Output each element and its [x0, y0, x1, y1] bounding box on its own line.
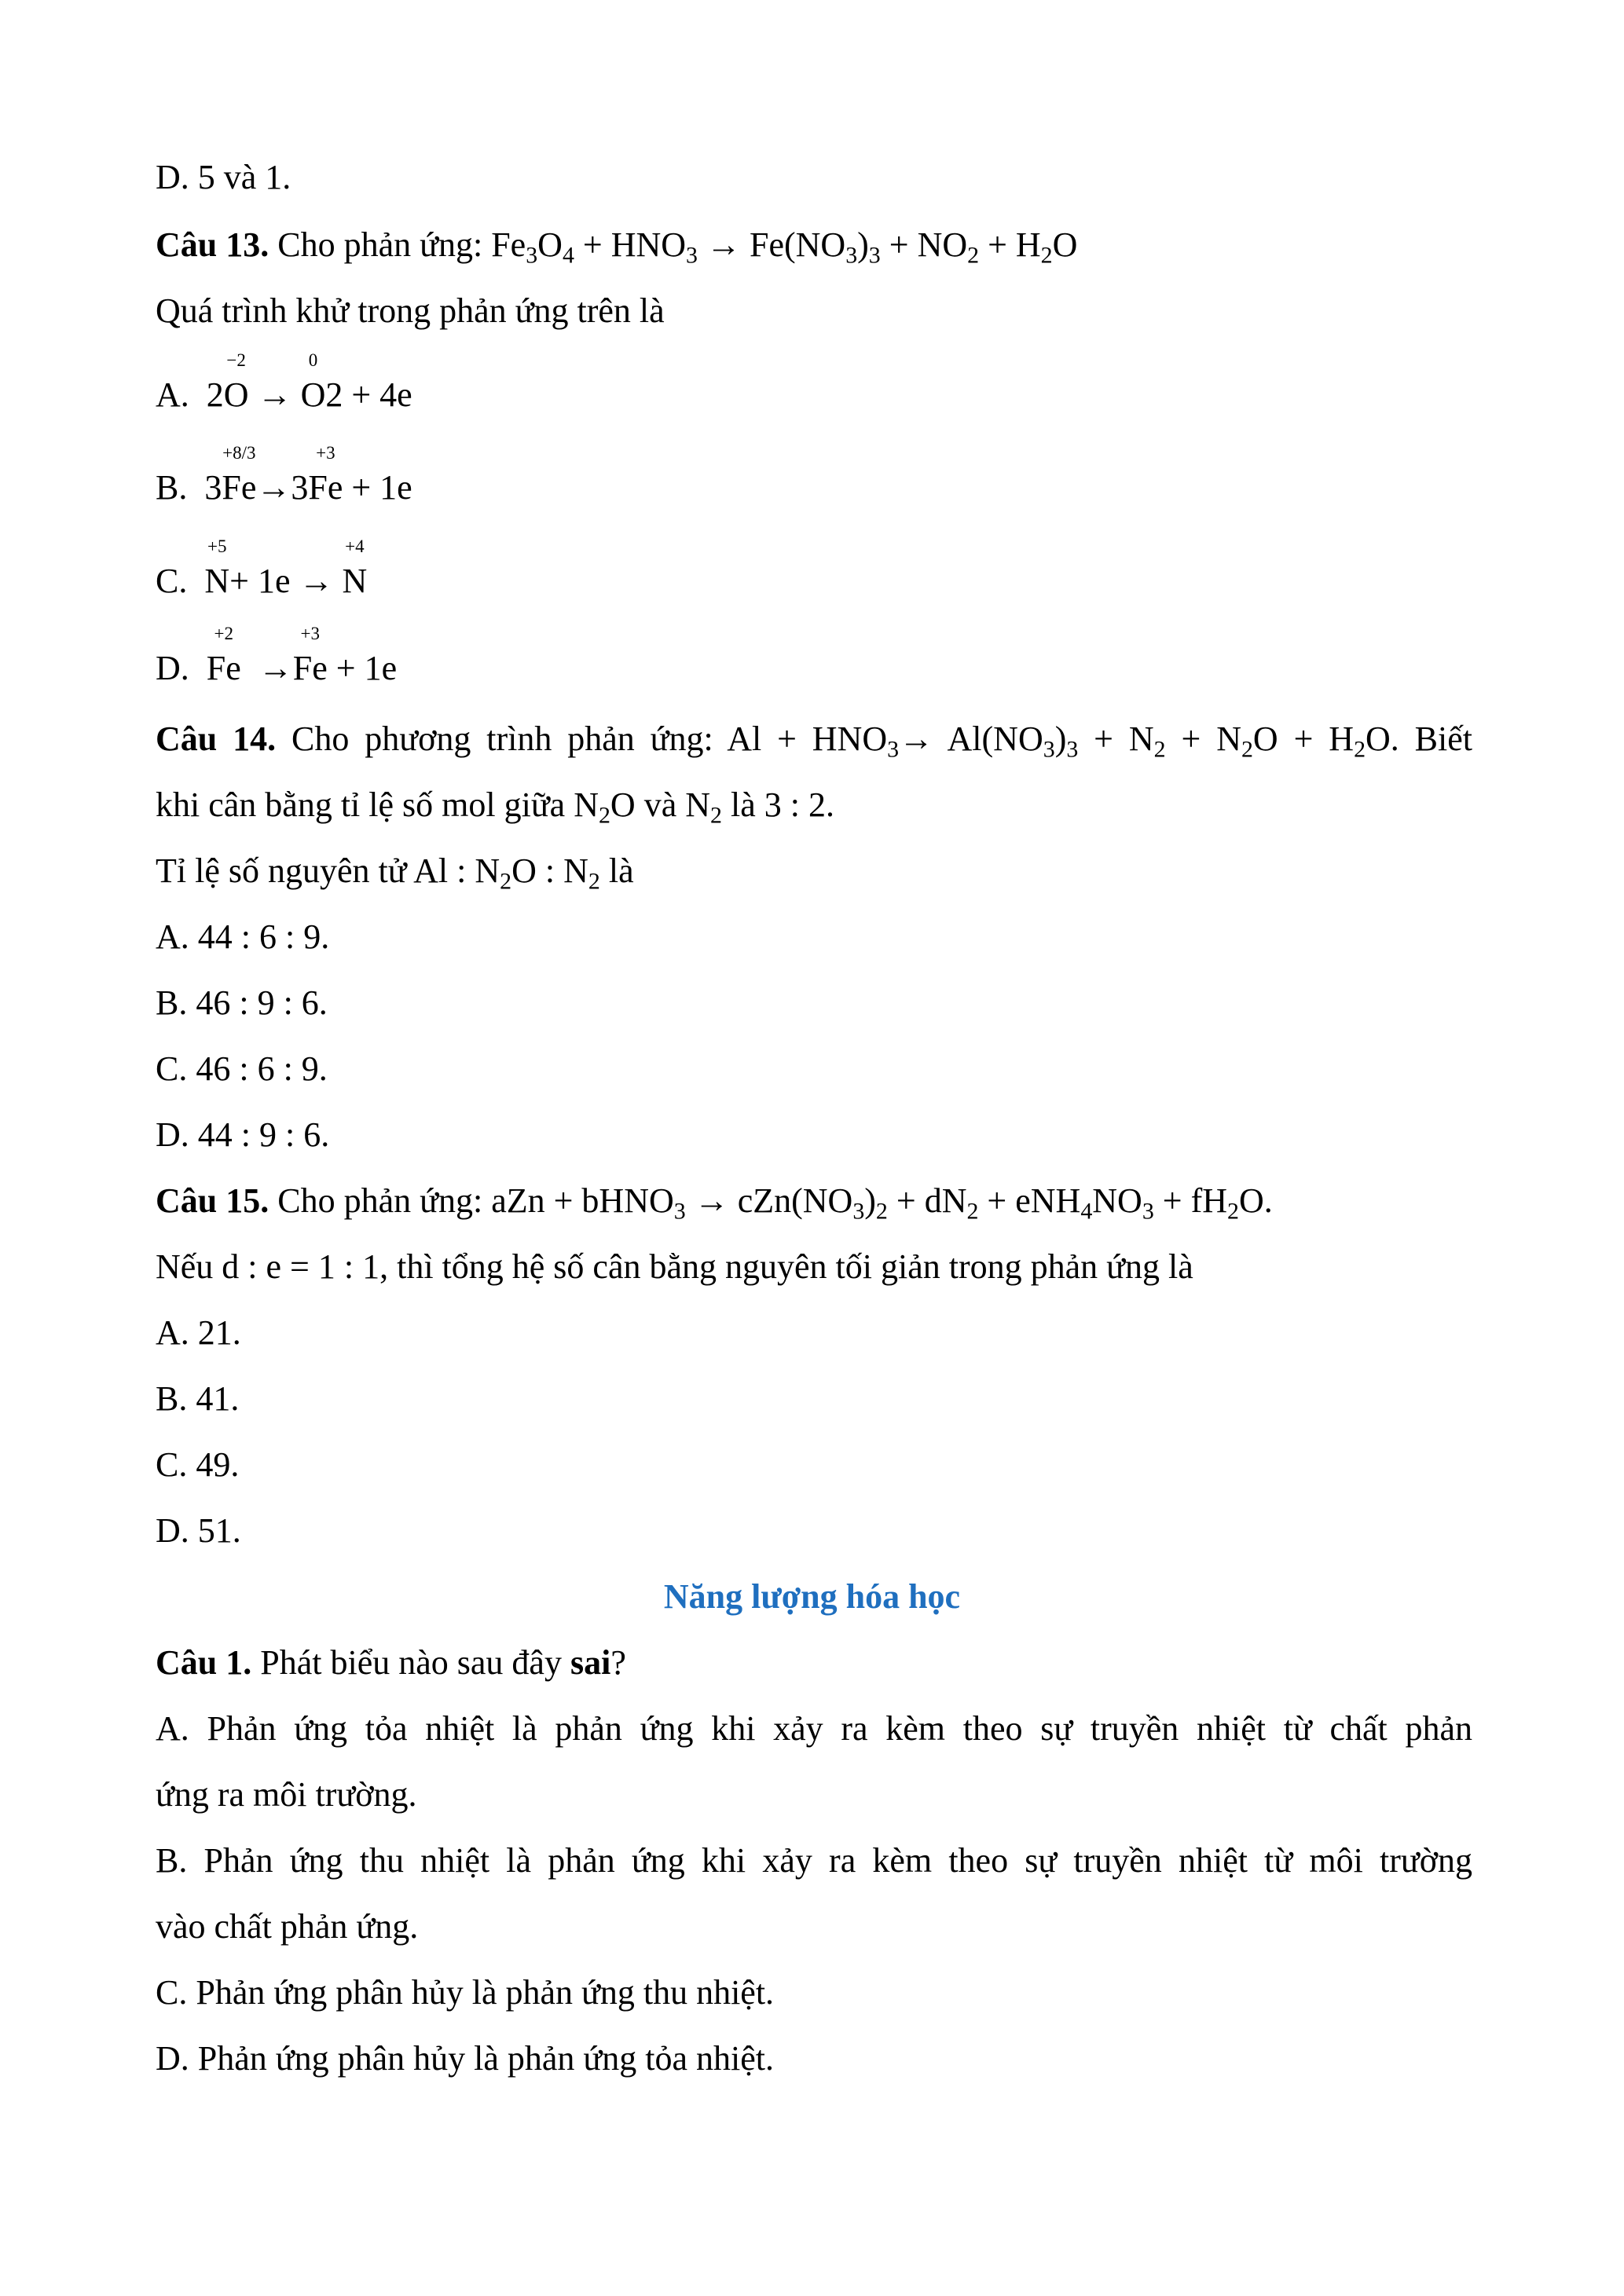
oxidation-number: +3	[316, 443, 335, 463]
s1-option-b-line1: B. Phản ứng thu nhiệt là phản ứng khi xảy ra kèm theo sự truyền nhiệt từ môi trường	[156, 1841, 1472, 1880]
q13-question: Câu 13. Cho phản ứng: $Fe_3O_4 + HNO_3 \to Fe(NO_3)_3 + NO_2 + H_2O$	[156, 225, 1078, 269]
s1-option-a-line1: A. Phản ứng tỏa nhiệt là phản ứng khi xảy ra kèm theo sự truyền nhiệt từ chất phản	[156, 1709, 1472, 1748]
s1-label: Câu 1.	[156, 1643, 252, 1682]
q13-label: Câu 13.	[156, 225, 269, 264]
q14-option-c: C. 46 : 6 : 9.	[156, 1049, 328, 1088]
oxidation-number: +4	[345, 536, 365, 556]
s1-option-c: C. Phản ứng phân hủy là phản ứng thu nhiệt.	[156, 1973, 775, 2012]
q15-option-c: C. 49.	[156, 1445, 240, 1484]
q14-question: Câu 14. Cho phương trình phản ứng: $Al + HNO_3\to Al(NO_3)_3 + N_2 + N_2O + H_2O$. Biết	[156, 720, 1473, 763]
s1-question: Câu 1. Phát biểu nào sau đây sai?	[156, 1643, 626, 1682]
q15-option-b: B. 41.	[156, 1379, 240, 1418]
q14-label: Câu 14.	[156, 720, 277, 758]
oxidation-number: 0	[308, 350, 318, 370]
q15-option-a: A. 21.	[156, 1313, 241, 1352]
q13-option-b: B. 3Fe +8/3 →3Fe +3 + 1e	[156, 443, 412, 507]
oxidation-number: −2	[226, 350, 246, 370]
q15-question: Câu 15. Cho phản ứng: aZn + bHNO$_3$ → $cZn(NO_3)_2 + dN_2 + eNH_4NO_3 + fH_2O$.	[156, 1181, 1273, 1225]
section-heading: Năng lượng hóa học	[663, 1577, 961, 1616]
q12-option-d: D. 5 và 1.	[156, 158, 291, 196]
oxidation-number: +2	[214, 624, 234, 643]
q14-option-b: B. 46 : 9 : 6.	[156, 983, 328, 1022]
s1-option-d: D. Phản ứng phân hủy là phản ứng tỏa nhiệt.	[156, 2039, 775, 2078]
q15-label: Câu 15.	[156, 1181, 269, 1220]
oxidation-number: +8/3	[222, 443, 256, 463]
q14-prompt: Tỉ lệ số nguyên tử Al : $N_2O$ : $N_2$ là	[156, 851, 634, 895]
q15-prompt: Nếu d : e = 1 : 1, thì tổng hệ số cân bằng nguyên tối giản trong phản ứng là	[156, 1247, 1193, 1286]
s1-option-b-line2: vào chất phản ứng.	[156, 1907, 419, 1946]
q14-option-a: A. 44 : 6 : 9.	[156, 917, 330, 956]
q13-option-c: C. N +5 + 1e → N +4	[156, 536, 368, 600]
q14-option-d: D. 44 : 9 : 6.	[156, 1115, 330, 1154]
q14-condition: khi cân bằng tỉ lệ số mol giữa $N_2O$ và $N_2$ là 3 : 2.	[156, 785, 834, 829]
q13-prompt: Quá trình khử trong phản ứng trên là	[156, 291, 665, 330]
oxidation-number: +5	[207, 536, 227, 556]
q13-option-a: A. 2O −2 → O 0 2 + 4e	[156, 350, 412, 414]
q13-option-d: D. Fe +2 →Fe +3 + 1e	[156, 624, 398, 687]
q15-option-d: D. 51.	[156, 1511, 241, 1550]
oxidation-number: +3	[300, 624, 321, 643]
s1-option-a-line2: ứng ra môi trường.	[156, 1775, 417, 1814]
